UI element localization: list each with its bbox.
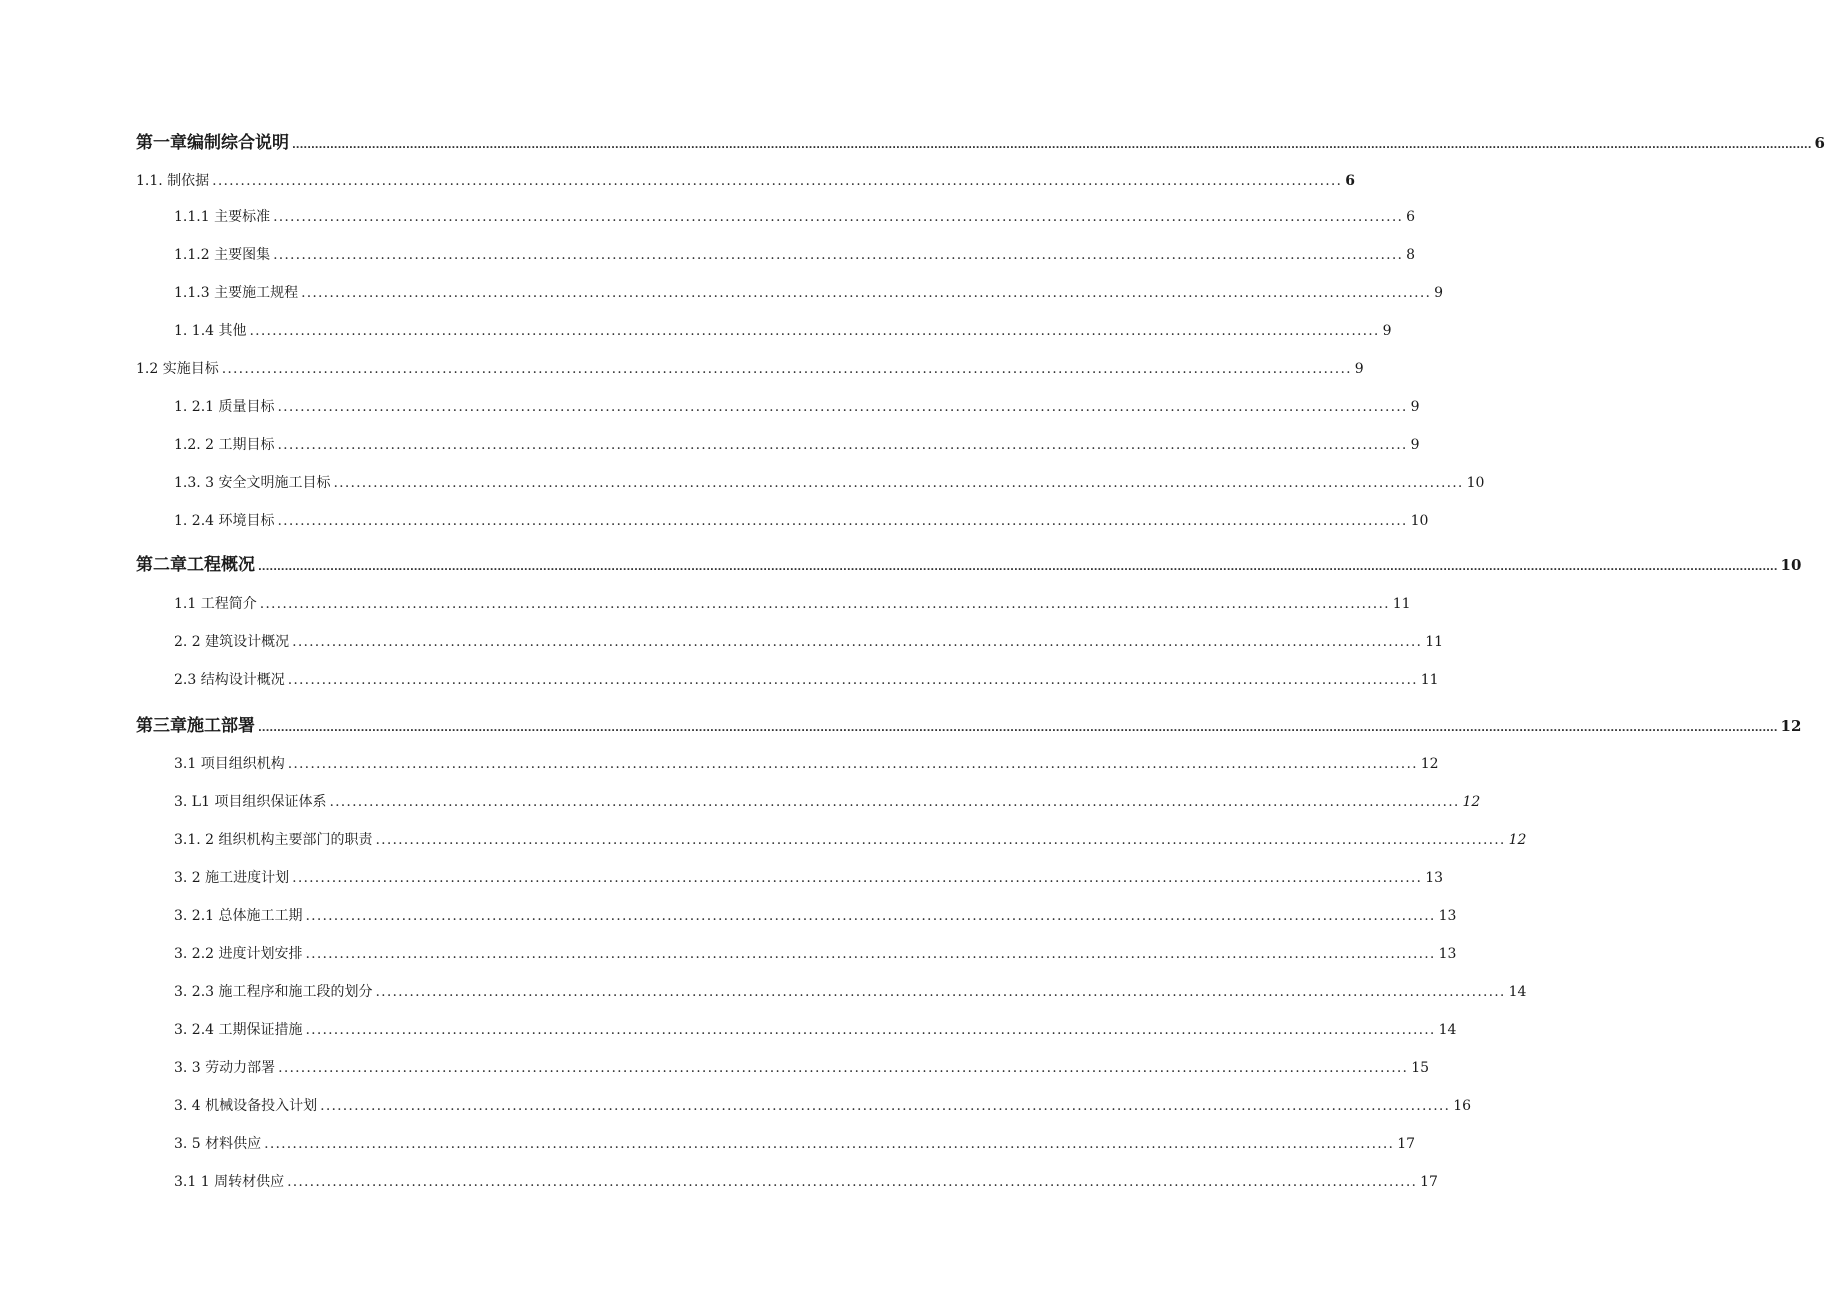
toc-page-number: 9 bbox=[1434, 285, 1444, 301]
toc-entry[interactable] bbox=[174, 1171, 1438, 1191]
toc-entry[interactable] bbox=[174, 1133, 1416, 1153]
toc-entry[interactable] bbox=[174, 206, 1416, 226]
toc-entry-title: 3. 2.4 工期保证措施 bbox=[174, 1022, 303, 1038]
dot-leader: ........................................................................................................................................................................................................ bbox=[375, 984, 1506, 1000]
toc-entry[interactable] bbox=[174, 1095, 1472, 1115]
toc-entry[interactable] bbox=[174, 1019, 1457, 1039]
toc-page-number: 13 bbox=[1425, 870, 1444, 886]
dot-leader: ........................................................................................................................................................................................................ bbox=[273, 247, 1404, 263]
dot-leader: ........................................................................................................................................................................................................ bbox=[305, 1022, 1436, 1038]
dot-leader: ........................................................................................................................................................................................................ bbox=[292, 870, 1423, 886]
toc-page-number: 13 bbox=[1438, 908, 1457, 924]
toc-entry[interactable] bbox=[174, 593, 1411, 613]
toc-entry[interactable] bbox=[174, 829, 1527, 849]
toc-entry-title: 3. 3 劳动力部署 bbox=[174, 1060, 276, 1076]
dot-leader: ................................................................................................................................................................................................................................................................................................................................................................................................................ bbox=[258, 723, 1778, 734]
dot-leader: ........................................................................................................................................................................................................ bbox=[333, 475, 1464, 491]
toc-entry-title: 第一章编制综合说明 bbox=[136, 133, 289, 153]
toc-entry-title: 1.2. 2 工期目标 bbox=[174, 437, 275, 453]
toc-entry[interactable] bbox=[136, 170, 1355, 190]
toc-entry[interactable] bbox=[174, 753, 1439, 773]
toc-page-number: 17 bbox=[1397, 1136, 1416, 1152]
dot-leader: ........................................................................................................................................................................................................ bbox=[305, 946, 1436, 962]
toc-entry[interactable] bbox=[174, 905, 1457, 925]
dot-leader: ........................................................................................................................................................................................................ bbox=[221, 361, 1352, 377]
toc-page-number: 14 bbox=[1438, 1022, 1457, 1038]
toc-page-number: 15 bbox=[1411, 1060, 1430, 1076]
toc-entry-title: 3.1. 2 组织机构主要部门的职责 bbox=[174, 832, 373, 848]
toc-entry[interactable] bbox=[174, 244, 1416, 264]
toc-entry-title: 1.1.2 主要图集 bbox=[174, 247, 271, 263]
toc-entry-title: 1.1.1 主要标准 bbox=[174, 209, 271, 225]
toc-page-number: 12 bbox=[1420, 756, 1439, 772]
toc-entry-title: 1. 2.4 环境目标 bbox=[174, 513, 275, 529]
toc-page-number: 6 bbox=[1345, 173, 1355, 189]
dot-leader: ........................................................................................................................................................................................................ bbox=[277, 399, 1408, 415]
dot-leader: ........................................................................................................................................................................................................ bbox=[329, 794, 1460, 810]
toc-page-number: 12 bbox=[1462, 794, 1481, 810]
toc-page-number: 14 bbox=[1508, 984, 1527, 1000]
dot-leader: ........................................................................................................................................................................................................ bbox=[292, 634, 1423, 650]
toc-entry-title: 3. 2.1 总体施工工期 bbox=[174, 908, 303, 924]
toc-page-number: 16 bbox=[1453, 1098, 1472, 1114]
toc-entry[interactable] bbox=[174, 320, 1392, 340]
toc-entry-title: 2. 2 建筑设计概况 bbox=[174, 634, 290, 650]
toc-page-number: 9 bbox=[1354, 361, 1364, 377]
dot-leader: ........................................................................................................................................................................................................ bbox=[287, 1174, 1418, 1190]
toc-page-number: 9 bbox=[1382, 323, 1392, 339]
toc-entry[interactable] bbox=[174, 472, 1485, 492]
toc-page-number: 9 bbox=[1410, 437, 1420, 453]
toc-entry-title: 3. 2.2 进度计划安排 bbox=[174, 946, 303, 962]
toc-entry-title: 3.1 1 周转材供应 bbox=[174, 1174, 285, 1190]
dot-leader: ........................................................................................................................................................................................................ bbox=[277, 513, 1408, 529]
dot-leader: ........................................................................................................................................................................................................ bbox=[273, 209, 1404, 225]
dot-leader: ........................................................................................................................................................................................................ bbox=[287, 672, 1418, 688]
toc-page-number: 10 bbox=[1410, 513, 1429, 529]
toc-page-number: 12 bbox=[1780, 717, 1802, 735]
toc-entry-title: 3. 4 机械设备投入计划 bbox=[174, 1098, 318, 1114]
toc-page-number: 6 bbox=[1814, 134, 1825, 152]
dot-leader: ................................................................................................................................................................................................................................................................................................................................................................................................................ bbox=[258, 562, 1778, 573]
toc-entry-title: 2.3 结构设计概况 bbox=[174, 672, 285, 688]
toc-page-number: 6 bbox=[1406, 209, 1416, 225]
toc-page-number: 17 bbox=[1420, 1174, 1438, 1190]
toc-entry[interactable] bbox=[174, 791, 1481, 811]
toc-page-number: 10 bbox=[1466, 475, 1485, 491]
toc-entry-title: 1. 2.1 质量目标 bbox=[174, 399, 275, 415]
dot-leader: ........................................................................................................................................................................................................ bbox=[278, 1060, 1409, 1076]
toc-page-number: 8 bbox=[1406, 247, 1416, 263]
dot-leader: ........................................................................................................................................................................................................ bbox=[375, 832, 1506, 848]
toc-entry-title: 第三章施工部署 bbox=[136, 716, 255, 736]
toc-entry[interactable] bbox=[174, 282, 1444, 302]
toc-entry[interactable] bbox=[174, 396, 1420, 416]
toc-entry-title: 1.3. 3 安全文明施工目标 bbox=[174, 475, 331, 491]
toc-entry-title: 3. L1 项目组织保证体系 bbox=[174, 794, 327, 810]
toc-entry[interactable] bbox=[174, 434, 1420, 454]
dot-leader: ........................................................................................................................................................................................................ bbox=[305, 908, 1436, 924]
toc-entry[interactable] bbox=[136, 358, 1364, 378]
toc-page-number: 10 bbox=[1780, 556, 1802, 574]
toc-page-number: 12 bbox=[1508, 832, 1527, 848]
dot-leader: ........................................................................................................................................................................................................ bbox=[259, 596, 1390, 612]
toc-entry-title: 3. 2 施工进度计划 bbox=[174, 870, 290, 886]
toc-entry[interactable] bbox=[174, 981, 1527, 1001]
toc-page-number: 11 bbox=[1420, 672, 1439, 688]
toc-entry-title: 3.1 项目组织机构 bbox=[174, 756, 285, 772]
toc-page-number: 11 bbox=[1392, 596, 1411, 612]
toc-page-number: 9 bbox=[1410, 399, 1420, 415]
dot-leader: ................................................................................................................................................................................................................................................................................................................................................................................................................ bbox=[292, 140, 1812, 151]
dot-leader: ........................................................................................................................................................................................................ bbox=[264, 1136, 1395, 1152]
toc-entry[interactable] bbox=[174, 943, 1457, 963]
toc-entry[interactable] bbox=[174, 669, 1439, 689]
dot-leader: ........................................................................................................................................................................................................ bbox=[320, 1098, 1451, 1114]
toc-entry[interactable] bbox=[174, 1057, 1430, 1077]
toc-entry[interactable] bbox=[174, 510, 1429, 530]
toc-page-number: 11 bbox=[1425, 634, 1444, 650]
dot-leader: ........................................................................................................................................................................................................ bbox=[277, 437, 1408, 453]
toc-entry-title: 1. 1.4 其他 bbox=[174, 323, 247, 339]
toc-entry-title: 1.1 工程简介 bbox=[174, 596, 257, 612]
toc-entry-title: 3. 2.3 施工程序和施工段的划分 bbox=[174, 984, 373, 1000]
toc-page-number: 13 bbox=[1438, 946, 1457, 962]
toc-entry[interactable] bbox=[174, 867, 1444, 887]
toc-entry-title: 3. 5 材料供应 bbox=[174, 1136, 262, 1152]
dot-leader: ........................................................................................................................................................................................................ bbox=[301, 285, 1432, 301]
toc-entry[interactable] bbox=[136, 128, 1825, 153]
toc-entry-title: 第二章工程概况 bbox=[136, 555, 255, 575]
toc-entry-title: 1.2 实施目标 bbox=[136, 361, 219, 377]
toc-entry[interactable] bbox=[136, 550, 1802, 575]
dot-leader: ........................................................................................................................................................................................................ bbox=[212, 173, 1343, 189]
dot-leader: ........................................................................................................................................................................................................ bbox=[249, 323, 1380, 339]
toc-entry[interactable] bbox=[174, 631, 1444, 651]
dot-leader: ........................................................................................................................................................................................................ bbox=[287, 756, 1418, 772]
toc-entry-title: 1.1.3 主要施工规程 bbox=[174, 285, 299, 301]
toc-entry[interactable] bbox=[136, 711, 1802, 736]
toc-entry-title: 1.1. 制依据 bbox=[136, 173, 210, 189]
